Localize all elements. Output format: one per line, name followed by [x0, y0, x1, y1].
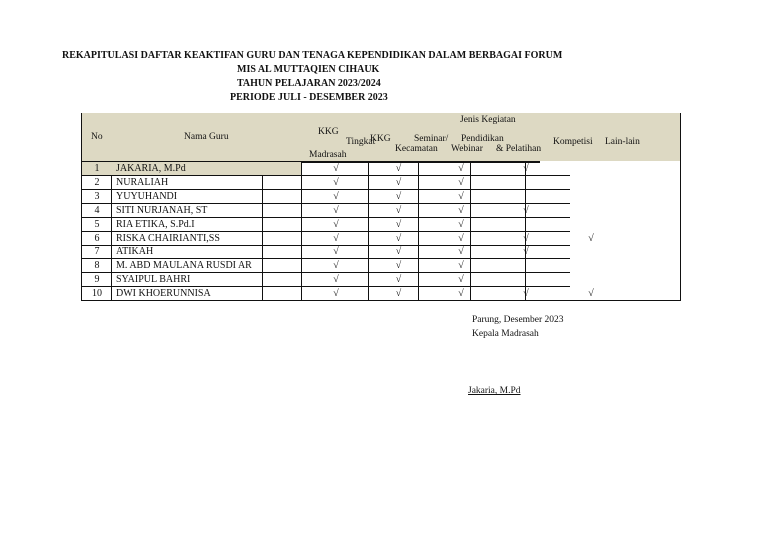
- table-row: [81, 273, 680, 287]
- row-kkg-madrasah-check: √: [333, 177, 339, 188]
- signature-role: Kepala Madrasah: [472, 329, 539, 339]
- signature-place-date: Parung, Desember 2023: [472, 315, 564, 325]
- row-kkg-madrasah-check: √: [333, 260, 339, 271]
- row-seminar-check: √: [458, 288, 464, 299]
- table-right-border: [680, 113, 681, 301]
- row-pendidikan-check: √: [523, 233, 529, 244]
- row-pendidikan-check: √: [523, 163, 529, 174]
- row-name: SYAIPUL BAHRI: [116, 274, 191, 285]
- row-kkg-madrasah-check: √: [333, 163, 339, 174]
- row-no: 2: [94, 177, 100, 188]
- table-row: [81, 162, 680, 176]
- row-no: 8: [94, 260, 100, 271]
- row-kkg-madrasah-check: √: [333, 233, 339, 244]
- row-name: SITI NURJANAH, ST: [116, 205, 208, 216]
- header-lain-lain: Lain-lain: [605, 137, 640, 147]
- row-seminar-check: √: [458, 233, 464, 244]
- row-name: JAKARIA, M.Pd: [116, 163, 186, 174]
- row-kkg-kecamatan-check: √: [395, 177, 402, 188]
- row-kkg-kecamatan-check: √: [395, 205, 402, 216]
- header-seminar-top: Seminar/: [414, 134, 449, 144]
- row-no: 1: [94, 163, 100, 174]
- row-no: 10: [92, 288, 102, 299]
- header-seminar-bottom: Webinar: [451, 144, 483, 154]
- row-name: M. ABD MAULANA RUSDI AR: [116, 260, 252, 271]
- document-title: REKAPITULASI DAFTAR KEAKTIFAN GURU DAN TENAGA KEPENDIDIKAN DALAM BERBAGAI FORUM: [62, 50, 563, 61]
- row-kkg-kecamatan-check: √: [395, 246, 402, 257]
- row-kkg-madrasah-check: √: [333, 274, 339, 285]
- header-kkg-kec-top: KKG: [370, 134, 391, 144]
- table-row: [81, 176, 680, 190]
- row-no: 3: [94, 191, 100, 202]
- row-kkg-madrasah-check: √: [333, 205, 339, 216]
- row-kkg-madrasah-check: √: [333, 288, 339, 299]
- table-row: [81, 204, 680, 218]
- table-row: [81, 232, 680, 246]
- row-seminar-check: √: [458, 177, 464, 188]
- row-no: 9: [94, 274, 100, 285]
- school-name: MIS AL MUTTAQIEN CIHAUK: [237, 64, 380, 75]
- row-kkg-kecamatan-check: √: [395, 191, 402, 202]
- row-seminar-check: √: [458, 191, 464, 202]
- row-name: YUYUHANDI: [116, 191, 178, 202]
- row-seminar-check: √: [458, 274, 464, 285]
- period: PERIODE JULI - DESEMBER 2023: [230, 92, 388, 103]
- row-kkg-kecamatan-check: √: [395, 233, 402, 244]
- row-pendidikan-check: √: [523, 246, 529, 257]
- header-kkg-madrasah-top: KKG: [318, 127, 339, 137]
- row-name: RIA ETIKA, S.Pd.I: [116, 219, 195, 230]
- row-kompetisi-check: √: [588, 288, 594, 299]
- row-pendidikan-check: √: [523, 205, 529, 216]
- table-row: [81, 259, 680, 273]
- row-no: 6: [94, 233, 100, 244]
- row-kkg-madrasah-check: √: [333, 219, 339, 230]
- header-jenis-kegiatan: Jenis Kegiatan: [460, 115, 516, 125]
- row-kkg-kecamatan-check: √: [395, 163, 402, 174]
- header-pendidikan-bottom: & Pelatihan: [496, 144, 542, 154]
- row-name: RISKA CHAIRIANTI,SS: [116, 233, 220, 244]
- header-tingkat: Tingkat: [346, 137, 376, 147]
- row-no: 4: [94, 205, 100, 216]
- row-kompetisi-check: √: [588, 233, 594, 244]
- row-seminar-check: √: [458, 205, 464, 216]
- row-no: 7: [94, 246, 100, 257]
- table-row: [81, 245, 680, 259]
- table-row: [81, 190, 680, 204]
- row-pendidikan-check: √: [523, 288, 529, 299]
- signature-name: Jakaria, M.Pd: [468, 386, 521, 396]
- row-kkg-madrasah-check: √: [333, 191, 339, 202]
- row-kkg-kecamatan-check: √: [395, 260, 402, 271]
- row-seminar-check: √: [458, 246, 464, 257]
- row-name: NURALIAH: [116, 177, 169, 188]
- row-kkg-kecamatan-check: √: [395, 288, 402, 299]
- row-seminar-check: √: [458, 219, 464, 230]
- row-seminar-check: √: [458, 163, 464, 174]
- row-name: ATIKAH: [116, 246, 154, 257]
- row-name: DWI KHOERUNNISA: [116, 288, 211, 299]
- header-pendidikan-top: Pendidikan: [461, 134, 504, 144]
- header-kkg-kec-bottom: Kecamatan: [395, 144, 438, 154]
- row-kkg-madrasah-check: √: [333, 246, 339, 257]
- academic-year: TAHUN PELAJARAN 2023/2024: [237, 78, 381, 89]
- table-row: [81, 218, 680, 232]
- header-nama-guru: Nama Guru: [184, 132, 229, 142]
- header-kompetisi: Kompetisi: [553, 137, 593, 147]
- header-no: No: [91, 132, 103, 142]
- row-kkg-kecamatan-check: √: [395, 219, 402, 230]
- row-no: 5: [94, 219, 100, 230]
- header-kkg-madrasah-bottom: Madrasah: [309, 150, 347, 160]
- row-kkg-kecamatan-check: √: [395, 274, 402, 285]
- row-seminar-check: √: [458, 260, 464, 271]
- table-row: [81, 287, 680, 301]
